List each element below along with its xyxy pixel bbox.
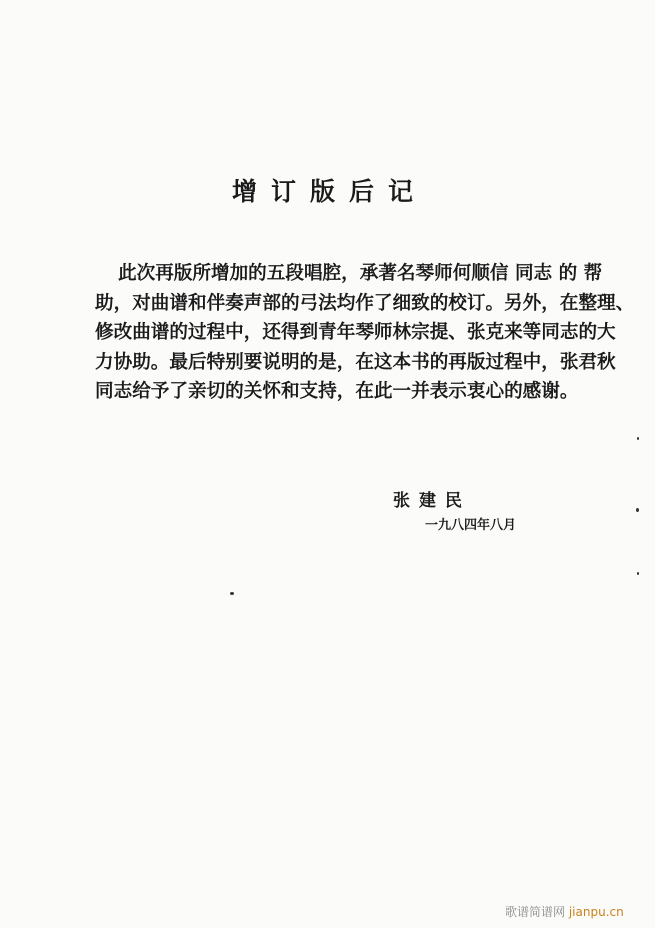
scan-speck [637, 437, 639, 440]
watermark-en: jianpu.cn [568, 905, 624, 919]
author-signature: 张建民 [393, 491, 471, 511]
paragraph-line: 力协助。最后特别要说明的是，在这本书的再版过程中，张君秋 [95, 351, 616, 373]
paragraph-line: 助，对曲谱和伴奏声部的弓法均作了细致的校订。另外，在整理、 [95, 292, 635, 314]
paragraph-line: 同志给予了亲切的关怀和支持，在此一并表示衷心的感谢。 [95, 381, 579, 403]
paragraph-line: 此次再版所增加的五段唱腔，承著名琴师何顺信 同志 的 帮 [118, 263, 603, 284]
watermark [505, 903, 624, 920]
scan-speck [636, 508, 639, 512]
scan-speck [637, 572, 639, 575]
afterword-paragraph [95, 259, 635, 407]
paragraph-line: 修改曲谱的过程中，还得到青年琴师林宗提、张克来等同志的大 [95, 322, 616, 344]
watermark-cn: 歌谱简谱网 [505, 905, 566, 919]
scan-speck [230, 592, 234, 595]
page-title: 增订版后记 [232, 177, 428, 206]
date-line: 一九八四年八月 [425, 518, 517, 533]
